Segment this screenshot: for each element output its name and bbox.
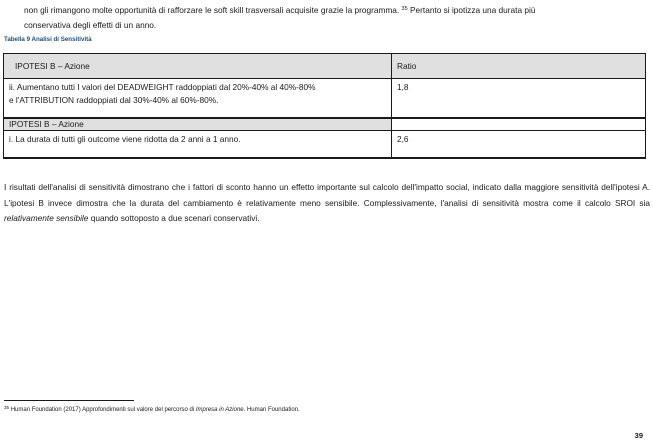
conclusion-part1: I risultati dell'analisi di sensitività dimostrano che i fattori di sconto hanno un effetto importante sul calcolo dell'impatto social, indicato dalla maggiore sensitività dell'ipotesi A. L'ipotesi B invece dimostra che la durata del cambiamento è relativamente meno sensibile. Complessivamente, l'analisi di sensitività mostra come il calcolo SROI sia: [4, 182, 650, 208]
table-caption: Tabella 9 Analisi di Sensitività: [4, 36, 92, 43]
footnote-italic: Impresa in Azione: [195, 407, 244, 413]
conclusion-emphasis: relativamente sensibile: [4, 213, 89, 223]
table-row: [4, 79, 646, 119]
row1-ratio: 1,8: [392, 79, 646, 119]
header-ratio: Ratio: [392, 54, 646, 79]
conclusion-paragraph: [4, 180, 650, 227]
footnote-ref-35[interactable]: 35: [401, 6, 408, 12]
row2-ratio: 2,6: [392, 131, 646, 159]
sensitivity-table: [3, 53, 646, 159]
subheader-ipotesi: IPOTESI B – Azione: [4, 118, 392, 131]
table-header-row: [4, 54, 646, 79]
row2-description: i. La durata di tutti gli outcome viene ridotta da 2 anni a 1 anno.: [4, 131, 392, 159]
intro-paragraph: [24, 2, 644, 33]
footnote-divider: [4, 400, 134, 401]
conclusion-part2: quando sottoposto a due scenari conservativi.: [88, 213, 260, 223]
intro-line1: non gli rimangono molte opportunità di rafforzare le soft skill trasversali acquisite grazie la programma.: [24, 5, 400, 15]
row1-line1: ii. Aumentano tutti I valori del DEADWEIGHT raddoppiati dal 20%-40% al 40%-80%: [9, 82, 316, 92]
footnote-text-before: Human Foundation (2017) Approfondimenti sul valore del percorso di: [10, 407, 195, 413]
header-ipotesi: IPOTESI B – Azione: [4, 54, 392, 79]
intro-line2: conservativa degli effetti di un anno.: [24, 20, 157, 30]
table-subheader-row: [4, 118, 646, 131]
intro-line1-cont: Pertanto si ipotizza una durata più: [409, 5, 536, 15]
footnote-text-after: . Human Foundation.: [243, 407, 300, 413]
subheader-ratio: [392, 118, 646, 131]
footnote: [4, 405, 300, 413]
row1-description: [4, 79, 392, 119]
row1-line2: e l'ATTRIBUTION raddoppiati dal 30%-40% al 60%-80%.: [9, 95, 219, 105]
footnote-number: 35: [4, 405, 10, 410]
table-row: [4, 131, 646, 159]
page-number: 39: [634, 431, 643, 440]
